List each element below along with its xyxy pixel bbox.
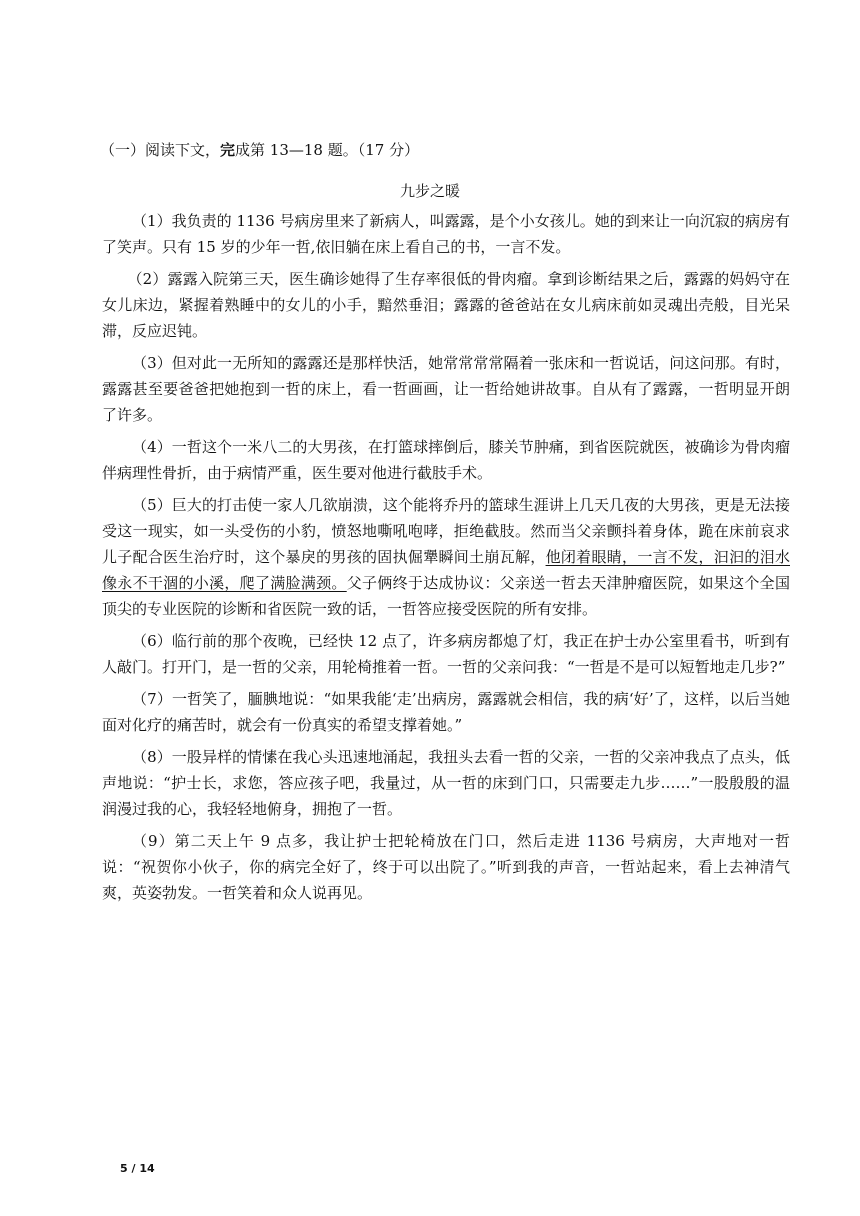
article-title: 九步之暖 — [399, 182, 460, 200]
article-body — [102, 208, 790, 912]
paragraph-9: （9）第二天上午 9 点多，我让护士把轮椅放在门口，然后走进 1136 号病房，大声地对一哲说：“祝贺你小伙子，你的病完全好了，终于可以出院了。”听到我的声音，一哲站起来，看上去神清气爽，英姿勃发。一哲笑着和众人说再见。 — [102, 832, 790, 902]
section-heading-prefix: （一）阅读下文， — [100, 141, 221, 159]
paragraph-7: （7）一哲笑了，腼腆地说：“如果我能‘走’出病房，露露就会相信，我的病‘好’了，这样，以后当她面对化疗的痛苦时，就会有一份真实的希望支撑着她。” — [102, 690, 790, 734]
section-heading-suffix: 成第 13—18 题。（17 分） — [235, 141, 420, 159]
section-heading-bold: 完 — [220, 141, 236, 159]
paragraph-3: （3）但对此一无所知的露露还是那样快活，她常常常常隔着一张床和一哲说话，问这问那。有时，露露甚至要爸爸把她抱到一哲的床上，看一哲画画，让一哲给她讲故事。自从有了露露，一哲明显开朗了许多。 — [102, 354, 790, 424]
paragraph-5-before: （5）巨大的打击使一家人几欲崩溃，这个能将乔丹的篮球生涯讲上几天几夜的大男孩，更是无法接受这一现实，如一头受伤的小豹，愤怒地嘶吼咆哮，拒绝截肢。然而当父亲颤抖着身体，跪在床前哀求儿子配合医生治疗时，这个暴戾的男孩的固执倔犟瞬间土崩瓦解， — [102, 496, 790, 566]
section-heading — [100, 140, 800, 160]
paragraph-4: （4）一哲这个一米八二的大男孩，在打篮球摔倒后，膝关节肿痛，到省医院就医，被确诊为骨肉瘤伴病理性骨折，由于病情严重，医生要对他进行截肢手术。 — [102, 438, 790, 482]
paragraph-2: （2）露露入院第三天，医生确诊她得了生存率很低的骨肉瘤。拿到诊断结果之后，露露的妈妈守在女儿床边，紧握着熟睡中的女儿的小手，黯然垂泪；露露的爸爸站在女儿病床前如灵魂出壳般，目光呆滞，反应迟钝。 — [102, 270, 790, 340]
underlined-sentence: 他闭着眼睛，一言不发，汩汩的泪水像永不干涸的小溪，爬了满脸满颈。 — [102, 548, 790, 592]
paragraph-5 — [102, 492, 790, 622]
paragraph-5-after: 父子俩终于达成协议：父亲送一哲去天津肿瘤医院，如果这个全国顶尖的专业医院的诊断和省医院一致的话，一哲答应接受医院的所有安排。 — [102, 574, 790, 618]
paragraph-1: （1）我负责的 1136 号病房里来了新病人，叫露露，是个小女孩儿。她的到来让一向沉寂的病房有了笑声。只有 15 岁的少年一哲,依旧躺在床上看自己的书，一言不发。 — [102, 212, 790, 256]
paragraph-8: （8）一股异样的情愫在我心头迅速地涌起，我扭头去看一哲的父亲，一哲的父亲冲我点了点头，低声地说：“护士长，求您，答应孩子吧，我量过，从一哲的床到门口，只需要走九步……”一股殷殷的温润漫过我的心，我轻轻地俯身，拥抱了一哲。 — [102, 748, 790, 818]
paragraph-6: （6）临行前的那个夜晚，已经快 12 点了，许多病房都熄了灯，我正在护士办公室里看书，听到有人敲门。打开门，是一哲的父亲，用轮椅推着一哲。一哲的父亲问我：“一哲是不是可以短暂地走几步?” — [102, 632, 790, 676]
page-number: 5 / 14 — [120, 1162, 155, 1175]
